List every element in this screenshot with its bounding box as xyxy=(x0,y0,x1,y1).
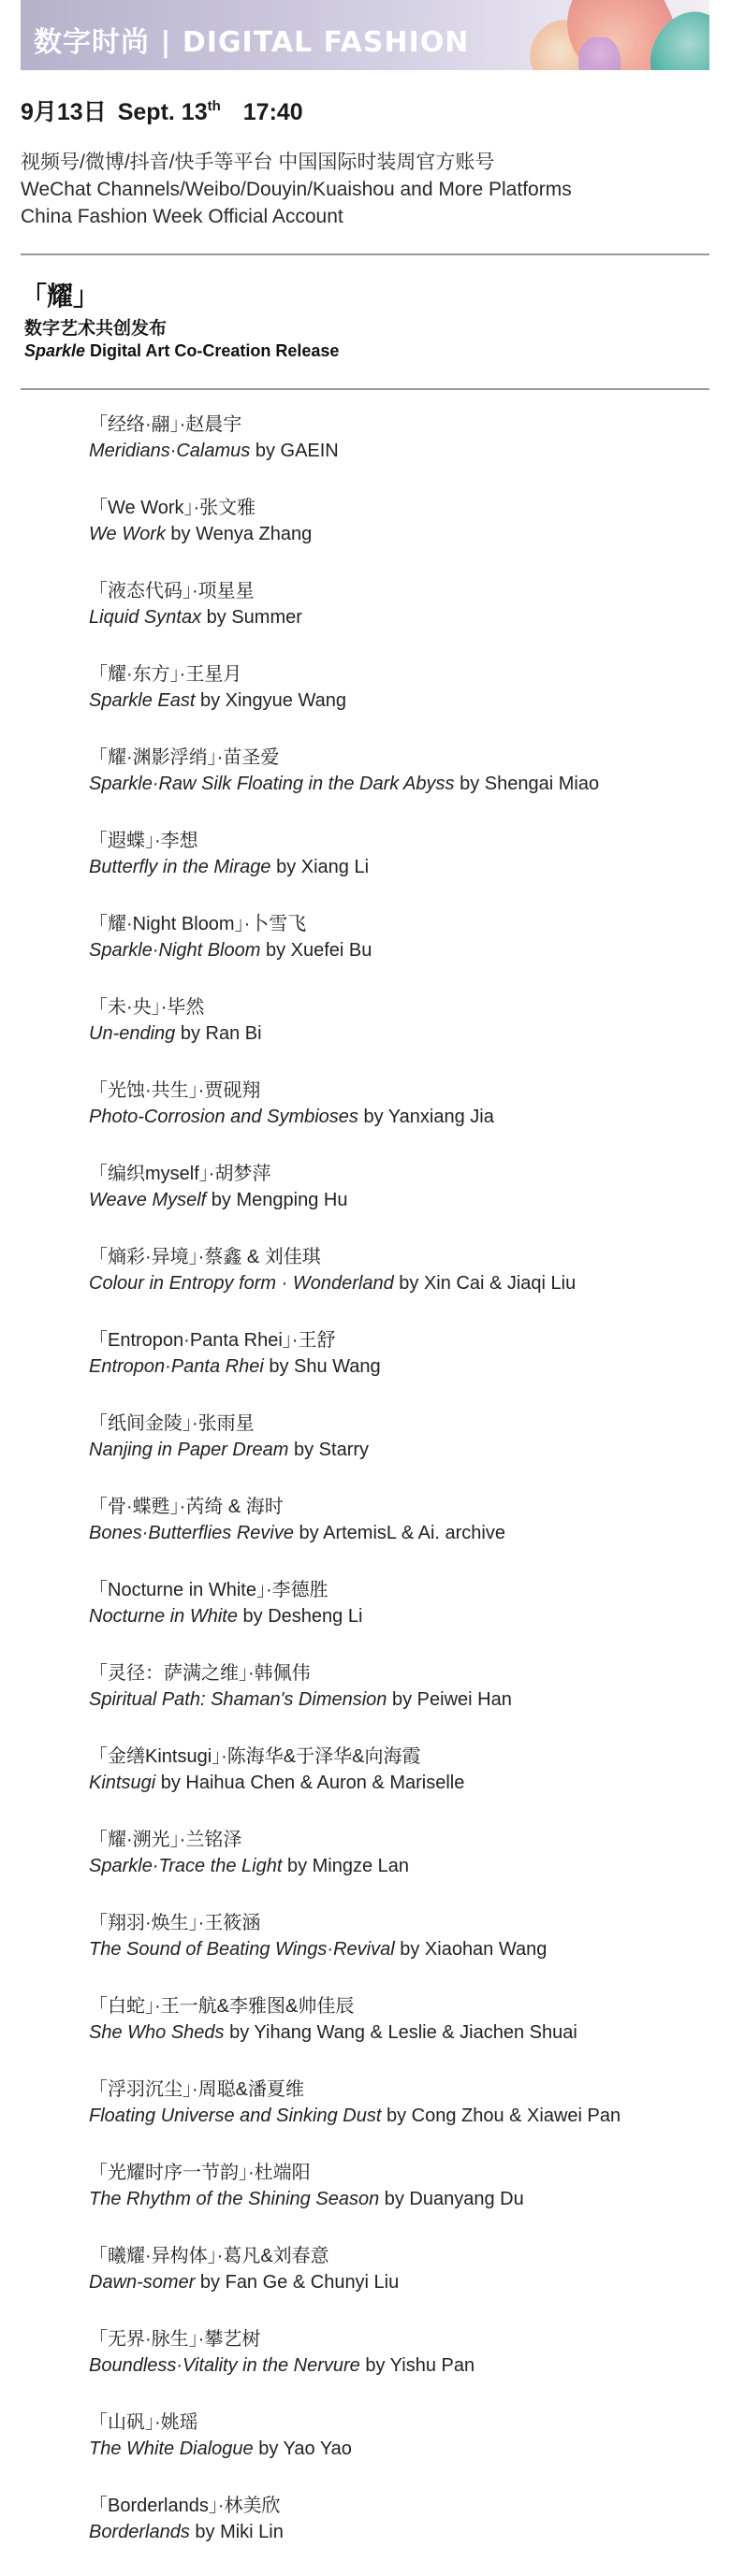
work-title-en-italic: Sparkle·Night Bloom xyxy=(89,940,261,961)
work-title-en xyxy=(89,2352,707,2379)
list-item xyxy=(89,1078,707,1161)
date-suffix: th xyxy=(207,98,221,114)
work-artist: by Yao Yao xyxy=(253,2439,352,2459)
work-title-en xyxy=(89,1020,707,1047)
work-title-en-italic: Entropon·Panta Rhei xyxy=(89,1356,264,1377)
work-title-en-italic: Bones·Butterflies Revive xyxy=(89,1523,294,1543)
work-title-cn: 「Nocturne in White」·李德胜 xyxy=(89,1580,328,1600)
work-artist: by Summer xyxy=(201,607,302,628)
work-title-en xyxy=(89,2103,707,2129)
work-title-cn: 「经络·翮」·赵晨宇 xyxy=(89,414,242,435)
work-title-cn: 「耀·溯光」·兰铭泽 xyxy=(89,1830,242,1850)
banner-title: 数字时尚 | DIGITAL FASHION xyxy=(34,26,470,59)
work-artist: by Cong Zhou & Xiawei Pan xyxy=(381,2106,621,2126)
list-item xyxy=(89,1827,707,1910)
list-item xyxy=(89,1244,707,1327)
work-artist: by Starry xyxy=(288,1440,370,1460)
list-item xyxy=(89,495,707,578)
list-item xyxy=(89,1744,707,1827)
work-artist: by GAEIN xyxy=(250,441,339,461)
work-title-cn: 「熵彩·异境」·蔡鑫 & 刘佳琪 xyxy=(89,1247,321,1267)
work-artist: by Yishu Pan xyxy=(359,2355,475,2376)
work-artist: by Desheng Li xyxy=(237,1606,363,1627)
section-subtitle-en-rest: Digital Art Co-Creation Release xyxy=(85,341,340,360)
work-title-en-italic: Liquid Syntax xyxy=(89,607,202,628)
work-title-en-italic: Kintsugi xyxy=(89,1773,156,1793)
work-title-cn: 「Borderlands」·林美欣 xyxy=(89,2496,281,2516)
work-title-en-italic: Un-ending xyxy=(89,1023,176,1044)
work-title-cn: 「骨·蝶甦」·芮绮 & 海时 xyxy=(89,1497,284,1517)
event-date-time xyxy=(21,94,303,127)
work-title-cn: 「纸间金陵」·张雨星 xyxy=(89,1413,255,1434)
work-title-en xyxy=(89,1104,707,1130)
work-title-cn: 「液态代码」·项星星 xyxy=(89,581,255,601)
work-artist: by Mengping Hu xyxy=(206,1190,348,1210)
divider xyxy=(21,253,709,255)
work-title-en-italic: She Who Sheds xyxy=(89,2022,225,2043)
work-title-en xyxy=(89,1353,707,1380)
work-artist: by Fan Ge & Chunyi Liu xyxy=(195,2272,400,2293)
work-title-cn: 「耀·渊影浮绡」·苗圣爱 xyxy=(89,747,280,768)
work-title-en-italic: Dawn-somer xyxy=(89,2272,196,2293)
work-title-en xyxy=(89,1520,707,1546)
work-title-en xyxy=(89,1770,707,1796)
work-title-cn: 「光耀时序一节韵」·杜端阳 xyxy=(89,2163,311,2183)
work-title-cn: 「耀·Night Bloom」·卜雪飞 xyxy=(89,914,307,934)
work-title-en xyxy=(89,1853,707,1879)
list-item xyxy=(89,1327,707,1411)
work-artist: by ArtemisL & Ai. archive xyxy=(293,1523,505,1543)
work-title-en xyxy=(89,1270,707,1296)
flower-petal-decoration xyxy=(578,37,620,70)
list-item xyxy=(89,2410,707,2493)
work-artist: by Yanxiang Jia xyxy=(358,1107,494,1127)
work-artist: by Duanyang Du xyxy=(379,2189,524,2209)
work-artist: by Peiwei Han xyxy=(387,1689,512,1710)
work-title-en xyxy=(89,2519,707,2545)
work-artist: by Ran Bi xyxy=(175,1023,262,1044)
list-item xyxy=(89,1161,707,1244)
list-item xyxy=(89,2493,707,2576)
list-item xyxy=(89,578,707,661)
date-cn: 9月13日 xyxy=(21,99,107,125)
work-title-en-italic: Spiritual Path: Shaman's Dimension xyxy=(89,1689,387,1710)
header-banner xyxy=(21,0,709,70)
broadcast-info xyxy=(21,149,694,230)
list-item xyxy=(89,911,707,994)
work-title-en xyxy=(89,1437,707,1463)
work-title-en xyxy=(89,1187,707,1213)
account-en: China Fashion Week Official Account xyxy=(21,206,343,227)
work-title-en xyxy=(89,438,707,464)
work-title-en xyxy=(89,2019,707,2046)
platforms-en: WeChat Channels/Weibo/Douyin/Kuaishou and More Platforms xyxy=(21,179,572,200)
work-title-en xyxy=(89,1686,707,1713)
work-artist: by Yihang Wang & Leslie & Jiachen Shuai xyxy=(224,2022,577,2043)
work-title-cn: 「曦耀·异构体」·葛凡&刘春意 xyxy=(89,2246,329,2266)
list-item xyxy=(89,1660,707,1744)
section-subtitle-en-italic: Sparkle xyxy=(24,341,86,360)
work-artist: by Shu Wang xyxy=(263,1356,381,1377)
list-item xyxy=(89,1577,707,1660)
work-title-en-italic: The White Dialogue xyxy=(89,2439,254,2459)
work-title-en-italic: Sparkle·Trace the Light xyxy=(89,1856,283,1876)
list-item xyxy=(89,828,707,911)
work-artist: by Haihua Chen & Auron & Mariselle xyxy=(155,1773,465,1793)
work-title-en xyxy=(89,2186,707,2212)
work-title-en-italic: The Rhythm of the Shining Season xyxy=(89,2189,380,2209)
work-title-en-italic: Nanjing in Paper Dream xyxy=(89,1440,289,1460)
work-title-en xyxy=(89,2269,707,2295)
work-title-en-italic: Borderlands xyxy=(89,2522,190,2542)
work-title-cn: 「浮羽沉尘」·周聪&潘夏维 xyxy=(89,2079,304,2100)
platforms-cn: 视频号/微博/抖音/快手等平台 中国国际时装周官方账号 xyxy=(21,152,495,173)
work-title-en xyxy=(89,854,707,880)
work-title-en xyxy=(89,604,707,630)
work-title-cn: 「光蚀·共生」·贾砚翔 xyxy=(89,1080,261,1101)
work-title-en-italic: Floating Universe and Sinking Dust xyxy=(89,2106,382,2126)
work-title-cn: 「白蛇」·王一航&李雅图&帅佳辰 xyxy=(89,1996,355,2017)
section-subtitle-en xyxy=(24,341,339,361)
work-title-cn: 「翔羽·焕生」·王筱涵 xyxy=(89,1913,261,1933)
work-artist: by Shengai Miao xyxy=(454,774,600,794)
list-item xyxy=(89,1993,707,2077)
list-item xyxy=(89,2077,707,2160)
work-title-en xyxy=(89,937,707,963)
work-artist: by Mingze Lan xyxy=(282,1856,410,1876)
list-item xyxy=(89,1910,707,1993)
work-title-cn: 「We Work」·张文雅 xyxy=(89,498,256,518)
work-title-cn: 「Entropon·Panta Rhei」·王舒 xyxy=(89,1330,336,1351)
work-title-en-italic: Sparkle·Raw Silk Floating in the Dark Abyss xyxy=(89,774,455,794)
work-title-en-italic: Colour in Entropy form · Wonderland xyxy=(89,1273,394,1294)
work-title-en xyxy=(89,2436,707,2462)
work-title-en xyxy=(89,771,707,797)
list-item xyxy=(89,412,707,495)
work-title-en-italic: Photo-Corrosion and Symbioses xyxy=(89,1107,358,1127)
work-artist: by Xiaohan Wang xyxy=(394,1939,548,1960)
section-subtitle-cn: 数字艺术共创发布 xyxy=(24,318,168,339)
work-title-en-italic: We Work xyxy=(89,524,166,544)
work-title-cn: 「灵径：萨满之维」·韩佩伟 xyxy=(89,1663,311,1684)
work-title-en xyxy=(89,1603,707,1629)
event-time: 17:40 xyxy=(242,99,303,125)
work-title-cn: 「山矾」·姚瑶 xyxy=(89,2412,198,2433)
work-title-cn: 「无界·脉生」·攀艺树 xyxy=(89,2329,261,2350)
work-title-cn: 「耀·东方」·王星月 xyxy=(89,664,242,685)
work-title-en xyxy=(89,1936,707,1962)
section-title: 「耀」 xyxy=(21,281,100,311)
works-list xyxy=(89,412,707,2576)
work-title-en-italic: Boundless·Vitality in the Nervure xyxy=(89,2355,360,2376)
divider xyxy=(21,388,709,390)
work-artist: by Xiang Li xyxy=(270,857,370,877)
list-item xyxy=(89,661,707,745)
work-artist: by Xin Cai & Jiaqi Liu xyxy=(393,1273,577,1294)
list-item xyxy=(89,2326,707,2410)
list-item xyxy=(89,745,707,828)
work-title-cn: 「未·央」·毕然 xyxy=(89,997,205,1018)
work-title-en-italic: Nocturne in White xyxy=(89,1606,238,1627)
work-title-cn: 「遐蝶」·李想 xyxy=(89,831,198,851)
work-title-en-italic: Weave Myself xyxy=(89,1190,207,1210)
work-artist: by Wenya Zhang xyxy=(165,524,313,544)
work-title-en xyxy=(89,687,707,714)
date-en: Sept. 13 xyxy=(117,99,208,125)
work-title-en-italic: Sparkle East xyxy=(89,690,196,711)
work-artist: by Xuefei Bu xyxy=(260,940,372,961)
work-artist: by Xingyue Wang xyxy=(195,690,346,711)
work-title-cn: 「编织myself」·胡梦萍 xyxy=(89,1164,271,1184)
work-title-en-italic: Butterfly in the Mirage xyxy=(89,857,271,877)
list-item xyxy=(89,2160,707,2243)
work-artist: by Miki Lin xyxy=(189,2522,284,2542)
list-item xyxy=(89,2243,707,2326)
work-title-en-italic: The Sound of Beating Wings·Revival xyxy=(89,1939,395,1960)
list-item xyxy=(89,1494,707,1577)
work-title-en xyxy=(89,521,707,547)
work-title-cn: 「金缮Kintsugi」·陈海华&于泽华&向海霞 xyxy=(89,1746,421,1767)
list-item xyxy=(89,1411,707,1494)
list-item xyxy=(89,994,707,1078)
work-title-en-italic: Meridians·Calamus xyxy=(89,441,251,461)
